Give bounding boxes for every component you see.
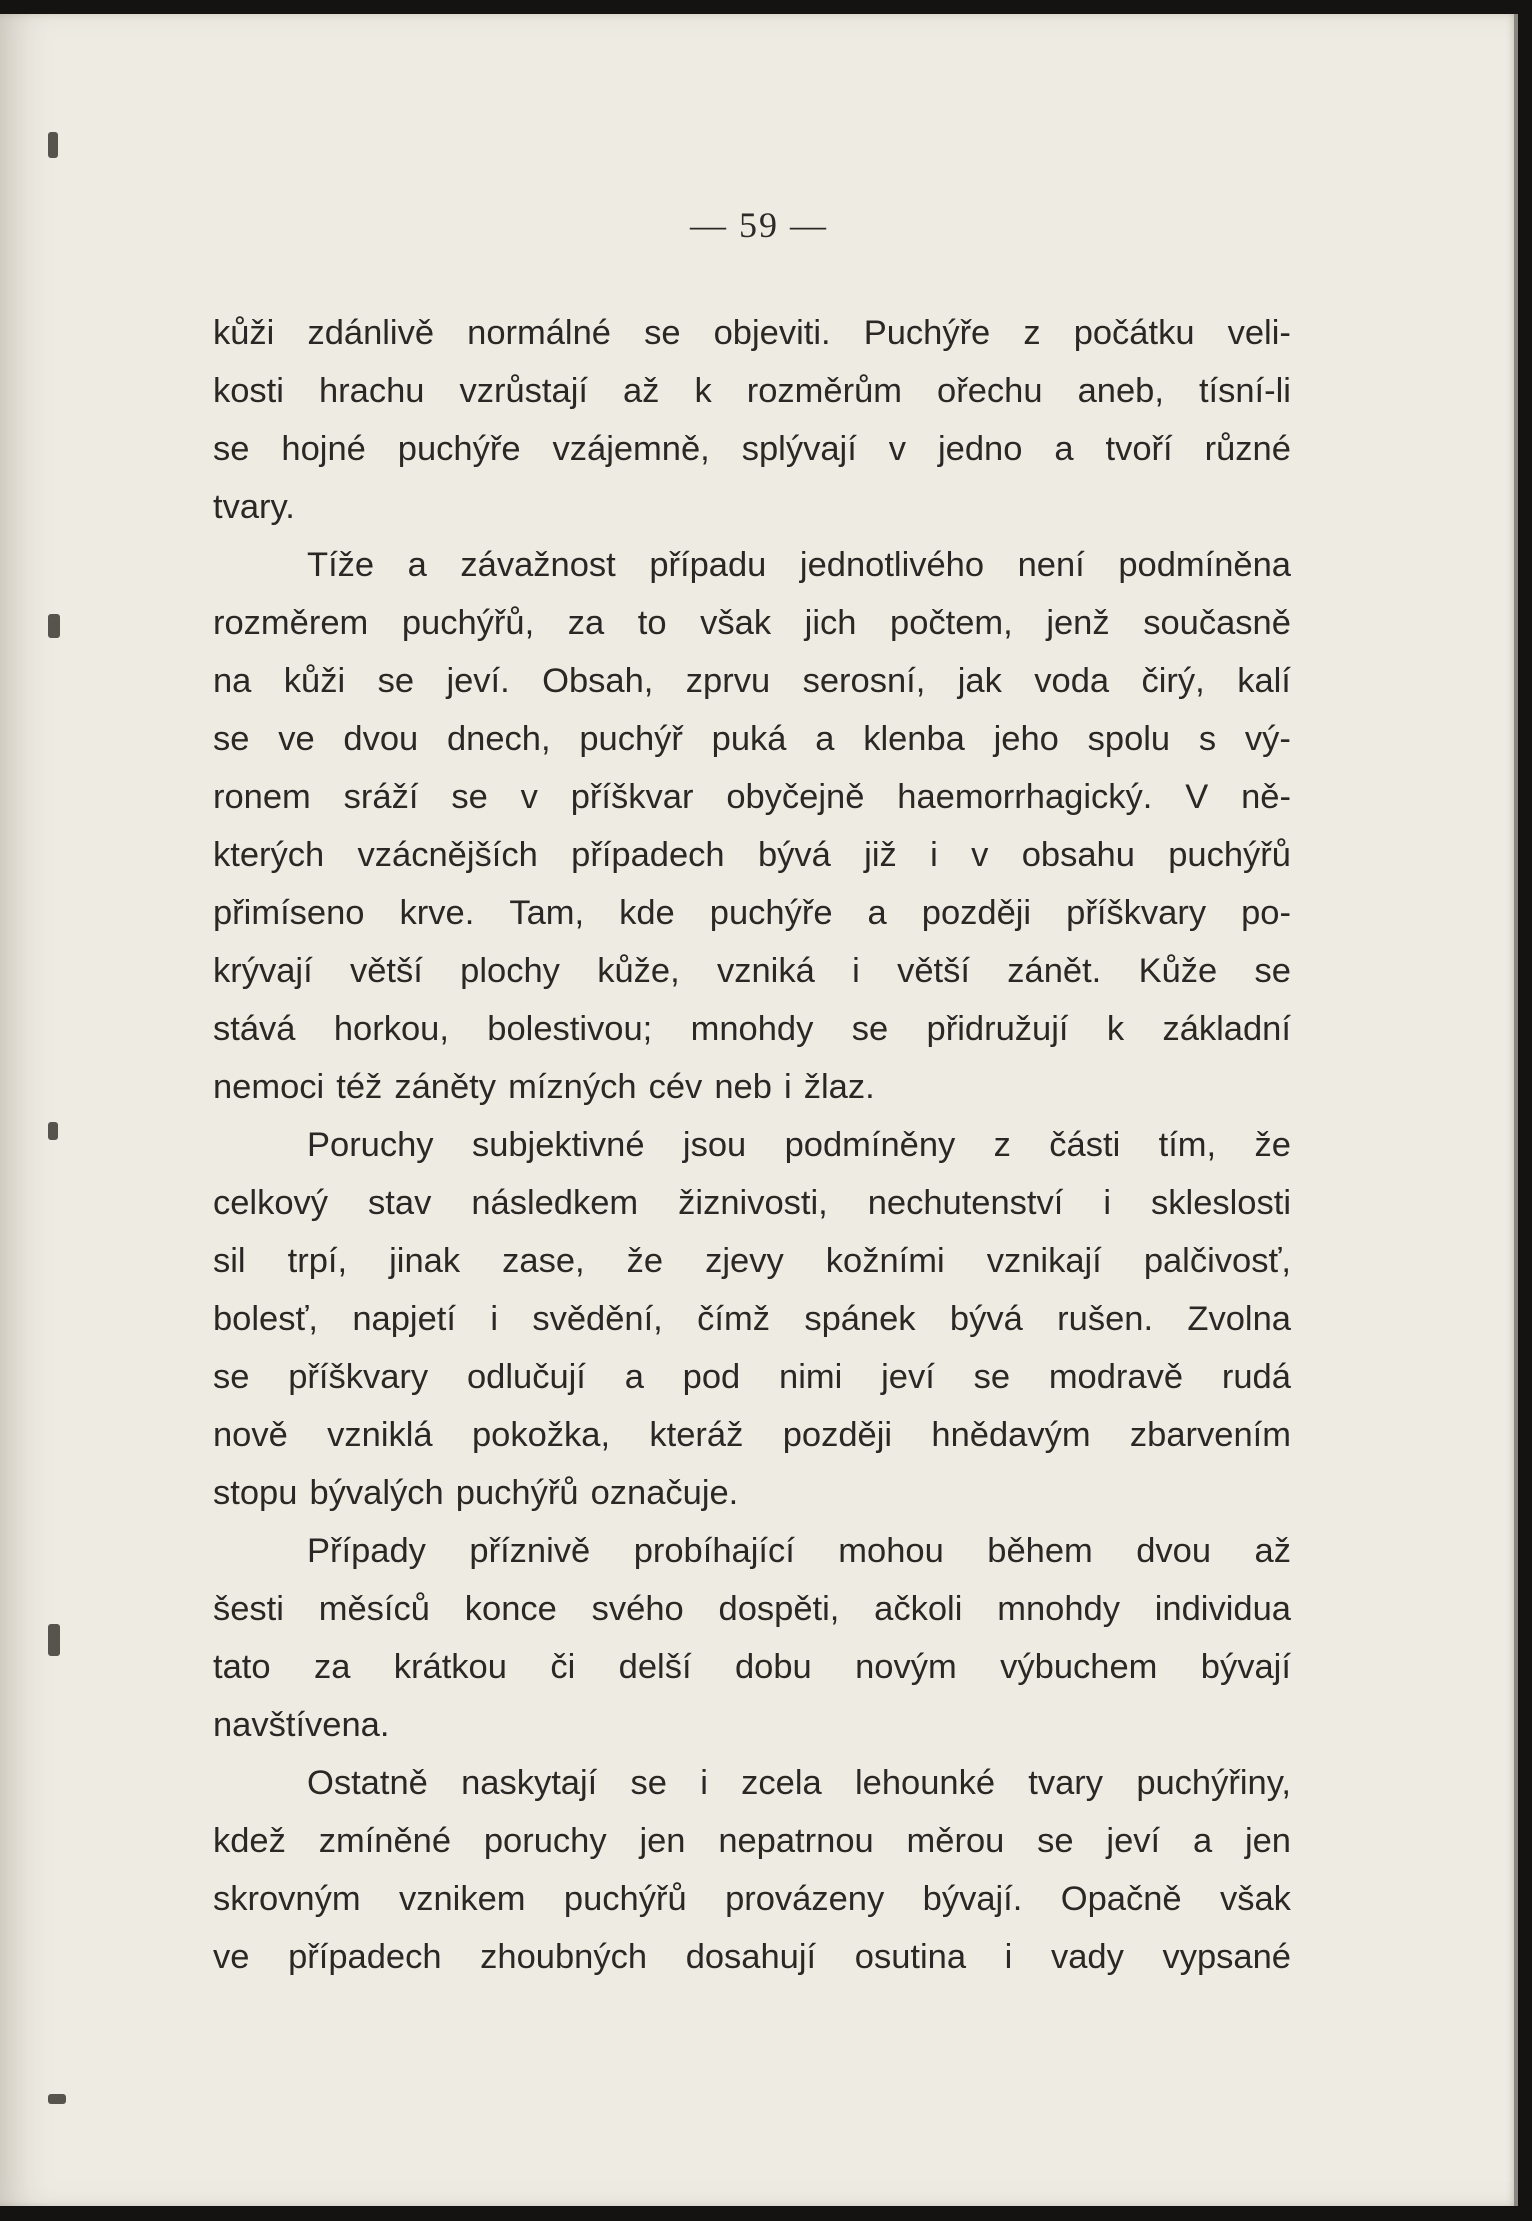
text-line: stává horkou, bolestivou; mnohdy se přidružují k základní	[213, 1010, 1291, 1048]
text-line: na kůži se jeví. Obsah, zprvu serosní, jak voda čirý, kalí	[213, 662, 1291, 700]
binding-mark	[48, 1624, 60, 1656]
text-line: celkový stav následkem žiznivosti, nechutenství i skleslosti	[213, 1184, 1291, 1222]
text-line: se ve dvou dnech, puchýř puká a klenba jeho spolu s vý-	[213, 720, 1291, 758]
text-line: navštívena.	[213, 1706, 390, 1744]
paragraph	[213, 1754, 1291, 1986]
binding-mark	[48, 132, 58, 158]
text-line: kterých vzácnějších případech bývá již i v obsahu puchýřů	[213, 836, 1291, 874]
text-line: rozměrem puchýřů, za to však jich počtem, jenž současně	[213, 604, 1291, 642]
paragraph	[213, 536, 1291, 1116]
text-line: skrovným vznikem puchýřů provázeny bývají. Opačně však	[213, 1880, 1291, 1918]
text-line: sil trpí, jinak zase, že zjevy kožními vznikají palčivosť,	[213, 1242, 1291, 1280]
text-line: šesti měsíců konce svého dospěti, ačkoli mnohdy individua	[213, 1590, 1291, 1628]
paragraph	[213, 1522, 1291, 1754]
text-line: Ostatně naskytají se i zcela lehounké tvary puchýřiny,	[307, 1764, 1291, 1802]
text-line: krývají větší plochy kůže, vzniká i větší zánět. Kůže se	[213, 952, 1291, 990]
binding-mark	[48, 1122, 58, 1140]
text-line: kůži zdánlivě normálné se objeviti. Puchýře z počátku veli-	[213, 314, 1291, 352]
page-edge	[1514, 14, 1518, 2206]
body-text	[213, 304, 1291, 1986]
paragraph	[213, 1116, 1291, 1522]
text-line: stopu bývalých puchýřů označuje.	[213, 1474, 739, 1512]
text-line: Tíže a závažnost případu jednotlivého není podmíněna	[307, 546, 1291, 584]
text-line: ve případech zhoubných dosahují osutina i vady vypsané	[213, 1938, 1291, 1976]
page-number: — 59 —	[690, 205, 828, 245]
text-line: bolesť, napjetí i svědění, čímž spánek bývá rušen. Zvolna	[213, 1300, 1291, 1338]
text-line: nemoci též záněty mízných cév neb i žlaz.	[213, 1068, 875, 1106]
text-line: kosti hrachu vzrůstají až k rozměrům ořechu aneb, tísní-li	[213, 372, 1291, 410]
text-line: Případy příznivě probíhající mohou během dvou až	[307, 1532, 1291, 1570]
text-line: přimíseno krve. Tam, kde puchýře a později příškvary po-	[213, 894, 1291, 932]
text-line: nově vzniklá pokožka, kteráž později hnědavým zbarvením	[213, 1416, 1291, 1454]
text-line: tato za krátkou či delší dobu novým výbuchem bývají	[213, 1648, 1291, 1686]
binding-mark	[48, 614, 60, 638]
text-line: se příškvary odlučují a pod nimi jeví se modravě rudá	[213, 1358, 1291, 1396]
text-line: tvary.	[213, 488, 295, 526]
binding-mark	[48, 2094, 66, 2104]
text-line: kdež zmíněné poruchy jen nepatrnou měrou se jeví a jen	[213, 1822, 1291, 1860]
book-page	[0, 14, 1518, 2206]
text-line: se hojné puchýře vzájemně, splývají v jedno a tvoří různé	[213, 430, 1291, 468]
paragraph	[213, 304, 1291, 536]
text-line: Poruchy subjektivné jsou podmíněny z části tím, že	[307, 1126, 1291, 1164]
text-line: ronem sráží se v příškvar obyčejně haemorrhagický. V ně-	[213, 778, 1291, 816]
